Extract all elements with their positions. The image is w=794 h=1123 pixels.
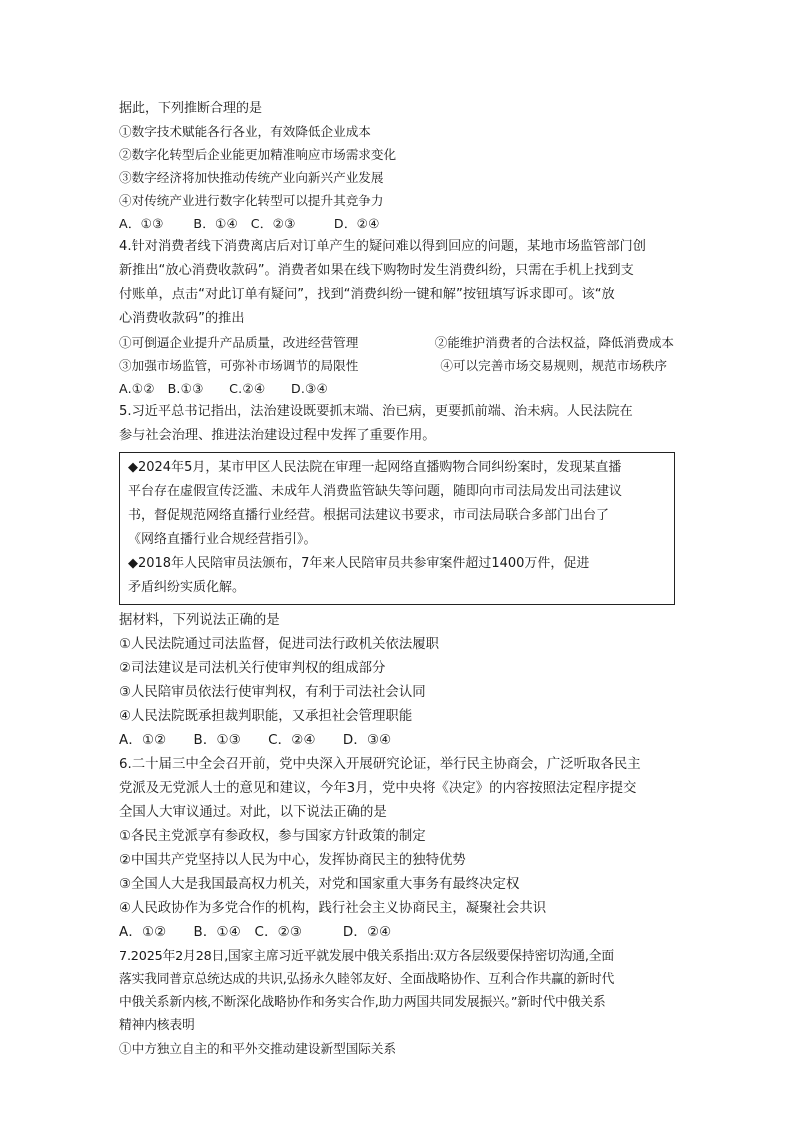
question-6 [119, 753, 679, 945]
option: ④可以完善市场交易规则，规范市场秩序 [440, 358, 667, 373]
option: ①可倒逼企业提升产品质量，改进经营管理 [119, 335, 359, 350]
answer-choices: A．①③ B．①④ C．②③ D．②④ [119, 216, 380, 231]
option: ②数字化转型后企业能更加精准响应市场需求变化 [119, 147, 397, 162]
question-7 [119, 945, 679, 1060]
material-line: ◆2018年人民陪审员法颁布，7年来人民陪审员共参审案件超过1400万件，促进 [128, 556, 590, 571]
answer-choices: A．①② B．①③ C．②④ D．③④ [119, 733, 392, 748]
option: ②能维护消费者的合法权益，降低消费成本 [434, 335, 674, 350]
material-line: 《网络直播行业合规经营指引》。 [128, 532, 317, 547]
question-3 [119, 97, 679, 235]
question-stem-line: 7.2025年2月28日,国家主席习近平就发展中俄关系指出:双方各层级要保持密切沟通,全面 [119, 949, 614, 964]
option: ①人民法院通过司法监督，促进司法行政机关依法履职 [119, 637, 439, 652]
question-stem-line: 党派及无党派人士的意见和建议，今年3月，党中央将《决定》的内容按照法定程序提交 [119, 781, 637, 796]
option: ④对传统产业进行数字化转型可以提升其竞争力 [119, 193, 384, 208]
option-row [119, 354, 667, 377]
answer-choices: A.①② B.①③ C.②④ D.③④ [119, 381, 329, 396]
option: ①各民主党派享有参政权，参与国家方针政策的制定 [119, 829, 426, 844]
material-line: 平台存在虚假宣传泛滥、未成年人消费监管缺失等问题，随即向市司法局发出司法建议 [128, 484, 623, 499]
question-stem-line: 5.习近平总书记指出，法治建设既要抓末端、治已病，更要抓前端、治未病。人民法院在 [119, 404, 633, 419]
question-stem-line: 落实我同普京总统达成的共识,弘扬永久睦邻友好、全面战略协作、互利合作共赢的新时代 [119, 972, 615, 987]
option-row [119, 331, 674, 354]
question-stem-line: 全国人大审议通过。对此，以下说法正确的是 [119, 805, 387, 820]
option: ①数字技术赋能各行各业，有效降低企业成本 [119, 124, 371, 139]
material-line: ◆2024年5月，某市甲区人民法院在审理一起网络直播购物合同纠纷案时，发现某直播 [128, 460, 622, 475]
question-5 [119, 400, 679, 753]
option: ③加强市场监管，可弥补市场调节的局限性 [119, 358, 359, 373]
question-stem-line: 精神内核表明 [119, 1018, 195, 1033]
option: ④人民法院既承担裁判职能，又承担社会管理职能 [119, 709, 413, 724]
option: ③全国人大是我国最高权力机关，对党和国家重大事务有最终决定权 [119, 877, 520, 892]
option: ④人民政协作为多党合作的机构，践行社会主义协商民主，凝聚社会共识 [119, 901, 547, 916]
option: ①中方独立自主的和平外交推动建设新型国际关系 [119, 1041, 397, 1056]
option: ③人民陪审员依法行使审判权，有利于司法社会认同 [119, 685, 426, 700]
question-stem-line: 6.二十届三中全会召开前，党中央深入开展研究论证，举行民主协商会，广泛听取各民主 [119, 757, 641, 772]
question-stem-line: 心消费收款码”的推出 [119, 311, 245, 326]
option: ②中国共产党坚持以人民为中心，发挥协商民主的独特优势 [119, 853, 466, 868]
option: ②司法建议是司法机关行使审判权的组成部分 [119, 661, 386, 676]
option: ③数字经济将加快推动传统产业向新兴产业发展 [119, 170, 384, 185]
material-line: 矛盾纠纷实质化解。 [128, 580, 246, 595]
question-stem-line: 中俄关系新内核,不断深化战略协作和务实合作,助力两国共同发展振兴。”新时代中俄关系 [119, 995, 606, 1010]
exam-page [119, 97, 679, 1060]
question-stem-line: 参与社会治理、推进法治建设过程中发挥了重要作用。 [119, 428, 436, 443]
question-4 [119, 235, 679, 400]
question-lead: 据材料，下列说法正确的是 [119, 613, 280, 628]
question-stem-line: 4.针对消费者线下消费离店后对订单产生的疑问难以得到回应的问题，某地市场监管部门创 [119, 239, 646, 254]
material-line: 书，督促规范网络直播行业经营。根据司法建议书要求，市司法局联合多部门出台了 [128, 508, 610, 523]
answer-choices: A．①② B．①④ C．②③ D．②④ [119, 925, 392, 940]
question-lead: 据此，下列推断合理的是 [119, 101, 263, 116]
question-stem-line: 新推出“放心消费收款码”。消费者如果在线下购物时发生消费纠纷，只需在手机上找到支 [119, 263, 634, 278]
material-box [119, 452, 675, 605]
question-stem-line: 付账单，点击“对此订单有疑问”，找到“消费纠纷一键和解”按钮填写诉求即可。该“放 [119, 287, 615, 302]
